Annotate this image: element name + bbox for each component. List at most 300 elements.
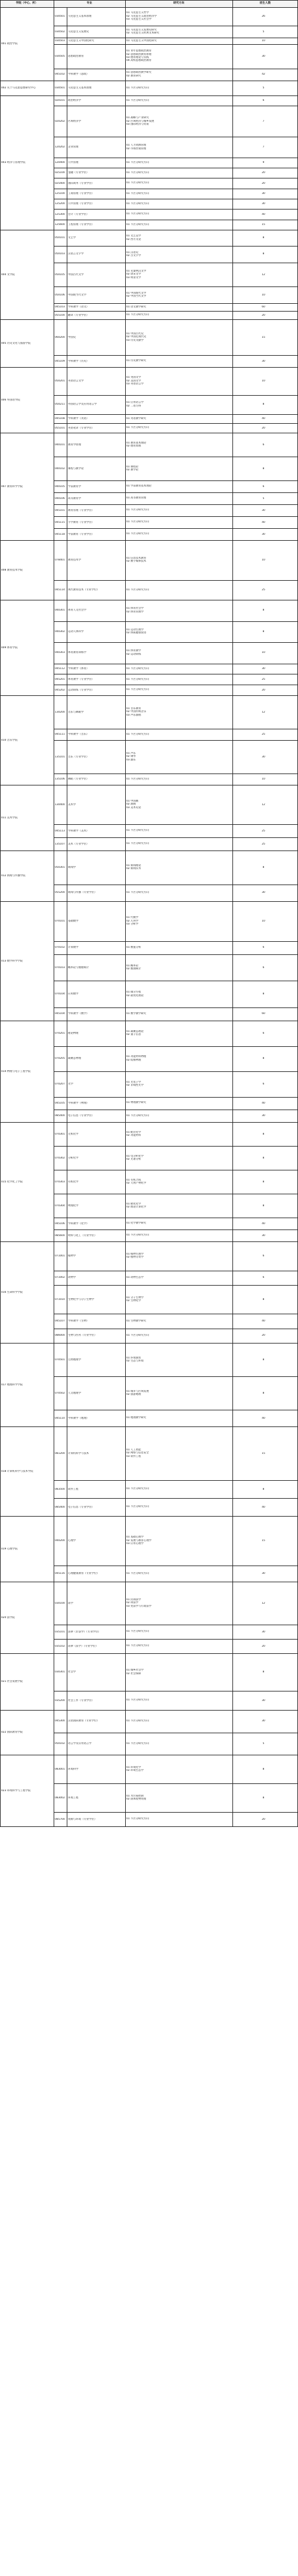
major-name: 翻译（专业学位） <box>68 313 89 317</box>
enrollment-quota: 20 <box>262 688 265 692</box>
research-direction: 01 新闻理论 <box>126 864 141 867</box>
enrollment-quota: 5 <box>262 1742 265 1745</box>
row-divider <box>54 740 298 741</box>
research-direction: 01 中国现代文学 <box>126 291 147 295</box>
major-name: 舞蹈（专业学位） <box>68 778 89 781</box>
major-code: 030503 <box>55 39 65 42</box>
college-name: 012 新闻与传播学院 <box>1 874 26 877</box>
research-direction: 02 教育研究 <box>126 74 141 78</box>
research-direction: 02 植物分类学 <box>126 1256 144 1259</box>
major-code: 035101 <box>55 1630 65 1634</box>
major-name: 学科教学（体育） <box>68 667 89 671</box>
research-direction: 01 凝聚态理论 <box>126 1030 144 1033</box>
major-code: 083002 <box>55 1796 65 1799</box>
row-divider <box>54 355 298 356</box>
major-code: 025100 <box>55 171 65 175</box>
research-direction: 02 发展与教育心理学 <box>126 1539 152 1542</box>
research-direction: 01 不区分研究方向 <box>126 98 149 102</box>
research-direction: 02 环境生态学 <box>126 1769 144 1772</box>
major-code: 125300 <box>55 212 65 216</box>
major-name: 马克思主义中国化研究 <box>68 39 94 42</box>
row-divider <box>54 1639 298 1640</box>
major-code: 078401 <box>55 558 65 562</box>
major-code: 130200 <box>55 710 65 714</box>
major-code: 030501 <box>55 14 65 18</box>
major-code: 040303 <box>55 651 65 655</box>
row-divider <box>54 395 298 396</box>
column-divider <box>125 0 126 1826</box>
research-direction: 02 唐宋文学 <box>126 273 141 276</box>
major-name: 金融（专业学位） <box>68 171 89 175</box>
research-direction: 01 不区分研究方向 <box>126 1644 149 1648</box>
row-divider <box>54 621 298 622</box>
major-name: 现代教育技术（专业学位） <box>68 588 100 591</box>
enrollment-quota: 10 <box>262 919 265 923</box>
research-direction: 03 宪法学与行政法学 <box>126 1604 152 1608</box>
major-name: 汉语国际教育（专业学位） <box>68 1720 100 1723</box>
major-name: 人文地理学 <box>68 1391 81 1395</box>
research-direction: 03 器乐 <box>126 758 136 762</box>
research-direction: 02 功能材料 <box>126 1134 141 1137</box>
major-code: 125200 <box>55 202 65 206</box>
enrollment-quota: 20 <box>262 181 265 185</box>
research-direction: 02 理论计算化学 <box>126 1206 147 1209</box>
research-direction: 01 不区分研究方向 <box>126 588 149 591</box>
college-name: 010 音乐学院 <box>1 738 18 742</box>
research-direction: 02 运动训练 <box>126 652 141 656</box>
enrollment-quota: 15 <box>262 1452 265 1455</box>
research-direction: 02 生态与环境 <box>126 1360 144 1363</box>
enrollment-quota: 25 <box>262 733 265 737</box>
enrollment-quota: 10 <box>262 380 265 383</box>
major-name: 马克思主义基本原理 <box>68 14 92 18</box>
major-code: 070207 <box>55 1082 65 1086</box>
major-code: 035102 <box>55 1644 65 1648</box>
enrollment-quota: 30 <box>262 359 265 363</box>
major-name: 工商管理（专业学位） <box>68 192 94 195</box>
enrollment-quota: 5 <box>262 30 265 33</box>
enrollment-quota: 6 <box>262 485 265 488</box>
major-code: 040105 <box>55 485 65 488</box>
enrollment-quota: 8 <box>262 1132 265 1136</box>
enrollment-quota: 8 <box>262 236 265 240</box>
college-name: 004 文学院 <box>1 273 15 276</box>
major-name: 物理化学 <box>68 1204 79 1207</box>
enrollment-quota: 9 <box>262 161 265 164</box>
research-direction: 01 不区分研究方向 <box>126 171 149 175</box>
major-name: 社会学 <box>68 1671 76 1674</box>
research-direction: 03 明清文学 <box>126 276 141 279</box>
enrollment-quota: 20 <box>262 1334 265 1338</box>
research-direction: 01 汉语史 <box>126 251 139 254</box>
major-code: 045300 <box>55 1720 65 1723</box>
enrollment-quota: 6 <box>262 966 265 969</box>
enrollment-quota: 8 <box>262 1767 265 1771</box>
research-direction: 03 声乐演唱 <box>126 713 141 717</box>
research-direction: 01 地理教学研究 <box>126 1416 147 1420</box>
enrollment-quota: 40 <box>262 1416 265 1420</box>
research-direction: 02 数字媒体技术 <box>126 560 147 563</box>
row-divider <box>0 95 298 96</box>
major-name: 学前教育学 <box>68 485 81 488</box>
research-direction: 02 德育原理 <box>126 445 141 448</box>
major-code: 045112 <box>55 667 65 671</box>
research-direction: 01 植物生理学 <box>126 1252 144 1256</box>
research-direction: 01 不区分研究方向 <box>126 1742 149 1745</box>
research-direction: 01 体育社会学 <box>126 607 144 611</box>
major-name: 中国史 <box>68 335 76 339</box>
enrollment-quota: 8 <box>262 630 265 633</box>
major-code: 045108 <box>55 417 65 420</box>
major-code: 040301 <box>55 609 65 612</box>
row-divider <box>54 303 298 304</box>
major-name: 音乐（专业学位） <box>68 755 89 759</box>
major-name: 政治经济学 <box>68 99 81 103</box>
row-divider <box>0 367 298 368</box>
enrollment-quota: 7 <box>262 146 265 149</box>
college-name: 005 历史文化与旅游学院 <box>1 341 31 345</box>
row-divider <box>54 1007 298 1008</box>
enrollment-quota: 60 <box>262 306 265 309</box>
research-direction: 01 数值分析 <box>126 946 141 950</box>
research-direction: 01 动物生态学 <box>126 1276 144 1279</box>
research-direction: 01 配位化学 <box>126 1130 141 1134</box>
research-direction: 01 青年思想政治教育 <box>126 50 152 53</box>
row-divider <box>54 580 298 581</box>
major-name: 计算机科学与技术 <box>68 1452 89 1455</box>
college-name: 007 教育科学学院 <box>1 485 23 488</box>
research-direction: 02 最优化理论 <box>126 994 144 997</box>
research-direction: 01 战略与产业研究 <box>126 116 149 120</box>
research-direction: 02 天然产物化学 <box>126 1182 147 1185</box>
row-divider <box>54 480 298 481</box>
college-name: 001 政治学院 <box>1 42 18 45</box>
research-direction: 01 环境演变 <box>126 1356 141 1360</box>
college-name: 016 生命科学学院 <box>1 1290 23 1294</box>
enrollment-quota: 40 <box>262 1505 265 1509</box>
row-divider <box>54 1812 298 1813</box>
major-code: 045202 <box>55 688 65 692</box>
enrollment-quota: 12 <box>262 803 265 806</box>
research-direction: 01 先秦两汉文学 <box>126 269 147 273</box>
enrollment-quota: 8 <box>262 1204 265 1207</box>
research-direction: 02 刑法学 <box>126 1601 139 1605</box>
research-direction: 01 代数学 <box>126 916 139 920</box>
enrollment-quota: 8 <box>262 403 265 406</box>
header-college: 学院（中心、所） <box>0 0 54 7</box>
research-direction: 02 旅游地理 <box>126 1393 141 1396</box>
major-code: 040200 <box>55 1539 65 1542</box>
research-direction: 01 不区分研究方向 <box>126 313 149 317</box>
research-direction: 01 英国文学 <box>126 376 141 380</box>
row-divider <box>54 423 298 424</box>
major-code: 050103 <box>55 252 65 256</box>
research-direction: 02 数理统计 <box>126 967 141 971</box>
research-direction: 01 不区分研究方向 <box>126 891 149 895</box>
enrollment-quota: 12 <box>262 710 265 714</box>
major-name: 高等教育学 <box>68 497 81 500</box>
major-name: 思想政治教育 <box>68 54 84 58</box>
research-direction: 01 英语教学研究 <box>126 417 147 420</box>
research-direction: 03 应用心理学 <box>126 1542 144 1545</box>
major-code: 045116 <box>55 1572 65 1575</box>
major-name: 学科教学（美术） <box>68 829 89 833</box>
row-divider <box>54 642 298 643</box>
major-name: 学科教学（英语） <box>68 417 89 420</box>
major-code: 125600 <box>55 223 65 226</box>
major-name: 体育教学（专业学位） <box>68 677 94 681</box>
research-direction: 01 高等教育管理 <box>126 497 147 500</box>
research-direction: 01 分子生物学 <box>126 1296 144 1299</box>
major-code: 060200 <box>55 335 65 339</box>
column-divider <box>0 0 1 1826</box>
row-divider <box>0 1241 298 1242</box>
research-direction: 01 马克思主义发展史研究 <box>126 28 157 32</box>
research-direction: 03 马克思主义社会学 <box>126 18 152 21</box>
research-direction: 02 古文字学 <box>126 254 141 257</box>
row-divider <box>54 1376 298 1377</box>
row-divider <box>0 1826 298 1827</box>
major-code: 050102 <box>55 1742 65 1745</box>
row-divider <box>54 824 298 825</box>
research-direction: 01 不区分研究方向 <box>126 520 149 524</box>
major-name: 中国古代文学 <box>68 273 84 276</box>
major-name: 学科教学（数学） <box>68 1012 89 1016</box>
enrollment-quota: 12 <box>262 1601 265 1605</box>
research-direction: 02 油画 <box>126 803 136 806</box>
research-direction: 02 美国文学 <box>126 379 141 383</box>
enrollment-quota: 8 <box>262 609 265 612</box>
major-name: 公共管理（专业学位） <box>68 202 94 206</box>
major-code: 045113 <box>55 829 65 833</box>
enrollment-quota: 30 <box>262 1234 265 1237</box>
major-name: 动物学 <box>68 1276 76 1280</box>
research-direction: 03 分析学 <box>126 923 139 926</box>
major-code: 055200 <box>55 891 65 895</box>
major-name: 外国语言学及应用语言学 <box>68 403 97 406</box>
research-direction: 02 钢琴 <box>126 755 136 759</box>
major-code: 045114 <box>55 588 65 591</box>
research-direction: 01 不区分研究方向 <box>126 1487 149 1491</box>
research-direction: 01 不区分研究方向 <box>126 1699 149 1702</box>
enrollment-quota: 30 <box>262 667 265 671</box>
research-direction: 01 不区分研究方向 <box>126 181 149 185</box>
major-name: 应用数学 <box>68 993 79 996</box>
major-code: 045104 <box>55 1012 65 1016</box>
major-code: 030100 <box>55 1601 65 1605</box>
research-direction: 01 不区分研究方向 <box>126 1720 149 1723</box>
major-name: 马克思主义发展史 <box>68 30 89 33</box>
college-name: 018 计算机科学与技术学院 <box>1 1469 33 1473</box>
research-direction: 01 课程论 <box>126 465 139 469</box>
major-name: 有机化学 <box>68 1180 79 1184</box>
enrollment-quota: 8 <box>262 1487 265 1491</box>
row-divider <box>54 1783 298 1784</box>
major-name: 分析化学 <box>68 1156 79 1160</box>
research-direction: 01 概率论 <box>126 964 139 967</box>
major-name: 公共管理 <box>68 161 79 164</box>
major-code: 050201 <box>55 380 65 383</box>
major-code: 045103 <box>55 306 65 309</box>
research-direction: 01 历史教学研究 <box>126 359 147 363</box>
research-direction: 02 社会保障 <box>126 1672 141 1675</box>
major-name: 生物与医药（专业学位） <box>68 1334 97 1338</box>
row-divider <box>54 954 298 955</box>
research-direction: 01 光电子学 <box>126 1080 141 1084</box>
enrollment-quota: 10 <box>262 39 265 42</box>
major-code: 045201 <box>55 677 65 681</box>
enrollment-quota: 6 <box>262 99 265 103</box>
row-divider <box>0 0 298 1</box>
major-name: 学科教学（思政） <box>68 73 89 76</box>
major-code: 030501 <box>55 87 65 90</box>
major-code: 081200 <box>55 1452 65 1455</box>
major-name: 课程与教学论 <box>68 467 84 470</box>
row-divider <box>0 1710 298 1711</box>
major-code: 083001 <box>55 1767 65 1771</box>
research-direction: 01 化学教学研究 <box>126 1222 147 1225</box>
research-direction: 04 高校思想政治教育 <box>126 59 152 63</box>
college-name: 023 环境科学与工程学院 <box>1 1789 31 1792</box>
major-name: 软件工程 <box>68 1487 79 1491</box>
major-code: 040102 <box>55 467 65 470</box>
major-name: 小学教育（专业学位） <box>68 520 94 524</box>
enrollment-quota: 7 <box>262 119 265 123</box>
research-direction: 01 民商法学 <box>126 1598 141 1601</box>
college-name: 019 心理学院 <box>1 1547 18 1551</box>
major-code: 085400 <box>55 1505 65 1509</box>
college-name: 021 社会发展学院 <box>1 1680 23 1683</box>
research-direction: 01 人力资源管理 <box>126 144 147 147</box>
enrollment-quota: 6 <box>262 1254 265 1258</box>
enrollment-quota: 40 <box>262 520 265 524</box>
major-name: 概率论与数理统计 <box>68 966 89 969</box>
enrollment-quota: 6 <box>262 1031 265 1035</box>
major-name: 学科教学（历史） <box>68 359 89 363</box>
enrollment-quota: 8 <box>262 1796 265 1799</box>
research-direction: 01 教育基本理论 <box>126 441 147 445</box>
major-code: 135101 <box>55 755 65 759</box>
research-direction: 01 物理教学研究 <box>126 1101 147 1105</box>
enrollment-quota: 40 <box>262 417 265 420</box>
research-direction: 02 体育管理学 <box>126 610 144 614</box>
research-direction: 01 城乡社会学 <box>126 1669 144 1672</box>
major-name: 材料与化工（专业学位） <box>68 1234 97 1237</box>
enrollment-quota: 40 <box>262 1320 265 1323</box>
major-code: 071002 <box>55 1276 65 1280</box>
major-name: 工程管理（专业学位） <box>68 223 94 226</box>
major-code: 120202 <box>55 146 65 149</box>
enrollment-quota: 6 <box>262 443 265 446</box>
major-code: 045101 <box>55 509 65 512</box>
major-code: 025400 <box>55 181 65 185</box>
enrollment-quota: 30 <box>262 54 265 58</box>
major-name: 电子信息（专业学位） <box>68 1114 94 1117</box>
major-name: 环境工程 <box>68 1796 79 1799</box>
research-direction: 02 生物化学 <box>126 1299 141 1303</box>
research-direction: 01 生物教学研究 <box>126 1319 147 1323</box>
header-major: 专业 <box>54 0 125 7</box>
major-code: 070304 <box>55 1204 65 1207</box>
research-direction: 03 德育理论与实践 <box>126 56 149 59</box>
research-direction: 02 网络与信息安全 <box>126 1452 149 1455</box>
major-code: 045115 <box>55 520 65 524</box>
college-name: 013 数学科学学院 <box>1 959 23 963</box>
research-direction: 01 人工智能 <box>126 1448 141 1452</box>
enrollment-quota: 20 <box>262 426 265 430</box>
major-code: 070303 <box>55 1180 65 1184</box>
major-name: 国际商务（专业学位） <box>68 181 94 185</box>
research-direction: 01 学前教育基本理论 <box>126 485 152 488</box>
research-direction: 01 不区分研究方向 <box>126 677 149 681</box>
enrollment-quota: 15 <box>262 1539 265 1542</box>
major-code: 125100 <box>55 192 65 195</box>
college-name: 011 美术学院 <box>1 816 18 819</box>
major-name: 美术（专业学位） <box>68 842 89 846</box>
major-code: 050101 <box>55 236 65 240</box>
major-name: 资源与环境（专业学位） <box>68 1817 97 1821</box>
research-direction: 02 市场营销管理 <box>126 147 147 150</box>
major-code: 135106 <box>55 778 65 781</box>
major-name: 汉语言文字学 <box>68 252 84 256</box>
research-direction: 02 二语习得 <box>126 404 141 408</box>
column-divider <box>232 0 233 1826</box>
major-name: 理论物理 <box>68 1031 79 1035</box>
row-divider <box>54 1146 298 1147</box>
college-name: 014 物理与电子工程学院 <box>1 1070 31 1073</box>
enrollment-quota: 40 <box>262 212 265 216</box>
major-code: 050301 <box>55 865 65 869</box>
major-code: 030502 <box>55 30 65 33</box>
row-divider <box>0 319 298 320</box>
major-name: 英语笔译（专业学位） <box>68 426 94 430</box>
major-code: 035200 <box>55 1699 65 1702</box>
enrollment-quota: 30 <box>262 192 265 195</box>
row-divider <box>0 901 298 902</box>
research-direction: 01 电分析化学 <box>126 1154 144 1158</box>
header-direction: 研究方向 <box>125 0 232 7</box>
major-code: 071010 <box>55 1298 65 1301</box>
research-direction: 02 思想政治教育原理 <box>126 53 152 56</box>
major-code: 070302 <box>55 1156 65 1160</box>
research-direction: 01 不区分研究方向 <box>126 732 149 736</box>
research-direction: 01 不区分研究方向 <box>126 86 149 90</box>
enrollment-quota: 30 <box>262 1114 265 1117</box>
major-name: 法学 <box>68 1601 73 1605</box>
row-divider <box>54 941 298 942</box>
enrollment-quota: 8 <box>262 993 265 996</box>
major-name: 心理健康教育（专业学位） <box>68 1572 100 1575</box>
row-divider <box>0 1343 298 1344</box>
row-divider <box>0 1653 298 1654</box>
enrollment-quota: 30 <box>262 509 265 512</box>
row-divider <box>54 286 298 287</box>
research-direction: 02 西方文论 <box>126 238 141 241</box>
enrollment-quota: 20 <box>262 171 265 175</box>
row-divider <box>54 1046 298 1047</box>
research-direction: 02 几何学 <box>126 919 139 923</box>
research-direction: 01 水污染控制 <box>126 1794 144 1798</box>
enrollment-quota: 25 <box>262 829 265 833</box>
enrollment-quota: 20 <box>262 1817 265 1821</box>
research-direction: 01 不区分研究方向 <box>126 1234 149 1237</box>
research-direction: 02 区域经济与城乡发展 <box>126 119 154 123</box>
major-code: 045102 <box>55 73 65 76</box>
research-direction: 02 固体废物处理 <box>126 1798 147 1801</box>
enrollment-quota: 25 <box>262 842 265 846</box>
enrollment-quota: 10 <box>262 558 265 562</box>
enrollment-quota: 25 <box>262 677 265 681</box>
